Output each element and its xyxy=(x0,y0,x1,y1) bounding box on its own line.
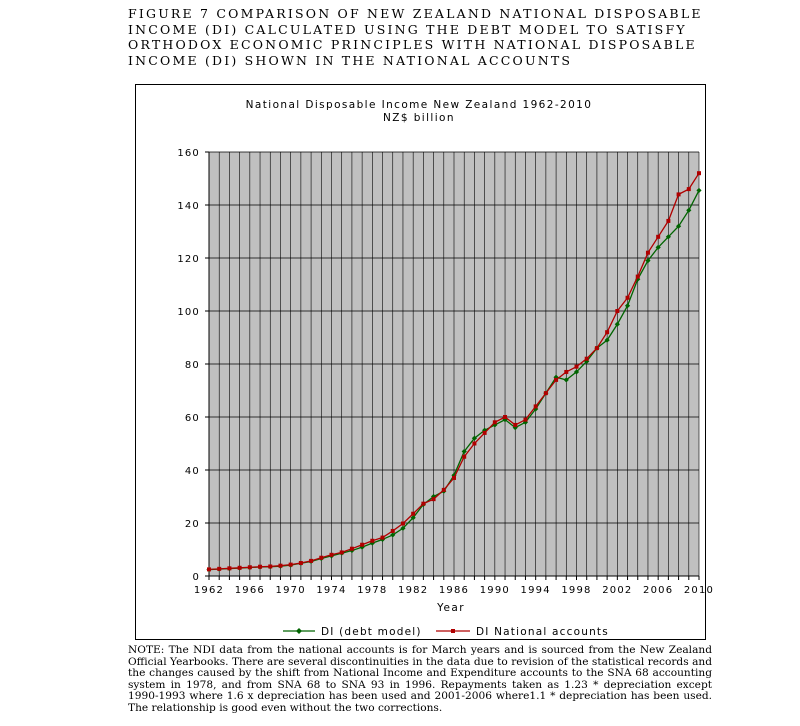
data-point-national-accounts xyxy=(544,391,548,395)
data-point-national-accounts xyxy=(238,566,242,570)
data-point-national-accounts xyxy=(258,565,262,569)
data-point-national-accounts xyxy=(421,502,425,506)
data-point-national-accounts xyxy=(411,512,415,516)
data-point-national-accounts xyxy=(554,378,558,382)
x-tick-label: 1998 xyxy=(561,585,592,596)
data-point-national-accounts xyxy=(595,346,599,350)
data-point-national-accounts xyxy=(401,522,405,526)
x-tick-label: 1978 xyxy=(357,585,388,596)
data-point-national-accounts xyxy=(309,559,313,563)
x-tick-label: 1986 xyxy=(438,585,470,596)
data-point-national-accounts xyxy=(534,404,538,408)
legend-label-debt-model: DI (debt model) xyxy=(321,626,422,638)
data-point-national-accounts xyxy=(575,365,579,369)
data-point-national-accounts xyxy=(452,476,456,480)
data-point-national-accounts xyxy=(360,543,364,547)
data-point-national-accounts xyxy=(615,309,619,313)
legend xyxy=(283,626,609,638)
data-point-national-accounts xyxy=(564,370,568,374)
data-point-national-accounts xyxy=(350,547,354,551)
data-point-national-accounts xyxy=(472,442,476,446)
data-point-national-accounts xyxy=(666,219,670,223)
data-point-national-accounts xyxy=(523,418,527,422)
data-point-national-accounts xyxy=(646,251,650,255)
data-point-national-accounts xyxy=(217,567,221,571)
x-tick-label: 2010 xyxy=(683,585,715,596)
data-point-national-accounts xyxy=(605,330,609,334)
data-point-national-accounts xyxy=(299,561,303,565)
data-point-national-accounts xyxy=(462,455,466,459)
y-tick-label: 0 xyxy=(192,572,200,583)
data-point-national-accounts xyxy=(432,497,436,501)
data-point-national-accounts xyxy=(330,553,334,557)
data-point-national-accounts xyxy=(636,275,640,279)
data-point-national-accounts xyxy=(248,565,252,569)
chart-svg xyxy=(136,85,715,639)
x-tick-label: 1974 xyxy=(316,585,347,596)
legend-label-national-accounts: DI National accounts xyxy=(476,626,609,638)
y-tick-label: 40 xyxy=(184,466,200,477)
data-point-national-accounts xyxy=(391,529,395,533)
data-point-national-accounts xyxy=(207,567,211,571)
data-point-national-accounts xyxy=(513,423,517,427)
chart-subtitle: NZ$ billion xyxy=(383,112,455,124)
y-tick-label: 140 xyxy=(177,201,200,212)
data-point-national-accounts xyxy=(626,296,630,300)
x-tick-label: 1990 xyxy=(479,585,510,596)
figure-caption: FIGURE 7 COMPARISON OF NEW ZEALAND NATIONAL DISPOSABLE INCOME (DI) CALCULATED USING THE DEBT MODEL TO SATISFY ORTHODOX ECONOMIC PRINCIPLES WITH NATIONAL DISPOSABLE INCOME (DI) SHOWN IN THE NATIONAL ACCOUNTS xyxy=(128,6,703,68)
data-point-national-accounts xyxy=(340,550,344,554)
x-axis-label: Year xyxy=(437,602,465,614)
x-tick-label: 1970 xyxy=(275,585,306,596)
y-tick-label: 120 xyxy=(177,254,200,265)
x-tick-label: 1962 xyxy=(193,585,225,596)
chart-frame xyxy=(135,84,715,640)
x-tick-label: 1982 xyxy=(398,585,429,596)
data-point-national-accounts xyxy=(268,564,272,568)
chart-title: National Disposable Income New Zealand 1962-2010 xyxy=(245,99,593,111)
data-point-national-accounts xyxy=(503,415,507,419)
y-tick-label: 160 xyxy=(177,148,200,159)
data-point-national-accounts xyxy=(697,171,701,175)
x-tick-label: 1994 xyxy=(520,585,551,596)
data-point-national-accounts xyxy=(381,536,385,540)
figure-note: NOTE: The NDI data from the national accounts is for March years and is sourced from the New Zealand Official Yearbooks. There are several discontinuities in the data due to revision of the statistical records and the changes caused by the shift from National Income and Expenditure accounts to the SNA 68 accounting system in 1978, and from SNA 68 to SNA 93 in 1996. Repayments taken as 1.23 * depreciation except 1990-1993 where 1.6 x depreciation has been used and 2001-2006 where1.1 * depreciation has been used. The relationship is good even without the two corrections. xyxy=(128,644,712,714)
data-point-national-accounts xyxy=(289,563,293,567)
x-tick-label: 1966 xyxy=(234,585,265,596)
data-point-national-accounts xyxy=(278,564,282,568)
data-point-national-accounts xyxy=(370,539,374,543)
y-tick-label: 20 xyxy=(184,519,200,530)
y-tick-label: 60 xyxy=(184,413,200,424)
x-tick-label: 2002 xyxy=(602,585,633,596)
y-tick-label: 100 xyxy=(177,307,200,318)
data-point-national-accounts xyxy=(677,192,681,196)
data-point-national-accounts xyxy=(656,235,660,239)
data-point-national-accounts xyxy=(483,431,487,435)
data-point-national-accounts xyxy=(227,566,231,570)
y-tick-label: 80 xyxy=(184,360,200,371)
data-point-national-accounts xyxy=(585,357,589,361)
data-point-national-accounts xyxy=(493,420,497,424)
data-point-national-accounts xyxy=(319,556,323,560)
x-tick-label: 2006 xyxy=(643,585,674,596)
legend-marker-debt-model xyxy=(296,628,302,634)
data-point-national-accounts xyxy=(442,488,446,492)
data-point-national-accounts xyxy=(687,187,691,191)
legend-marker-national-accounts xyxy=(451,629,455,633)
